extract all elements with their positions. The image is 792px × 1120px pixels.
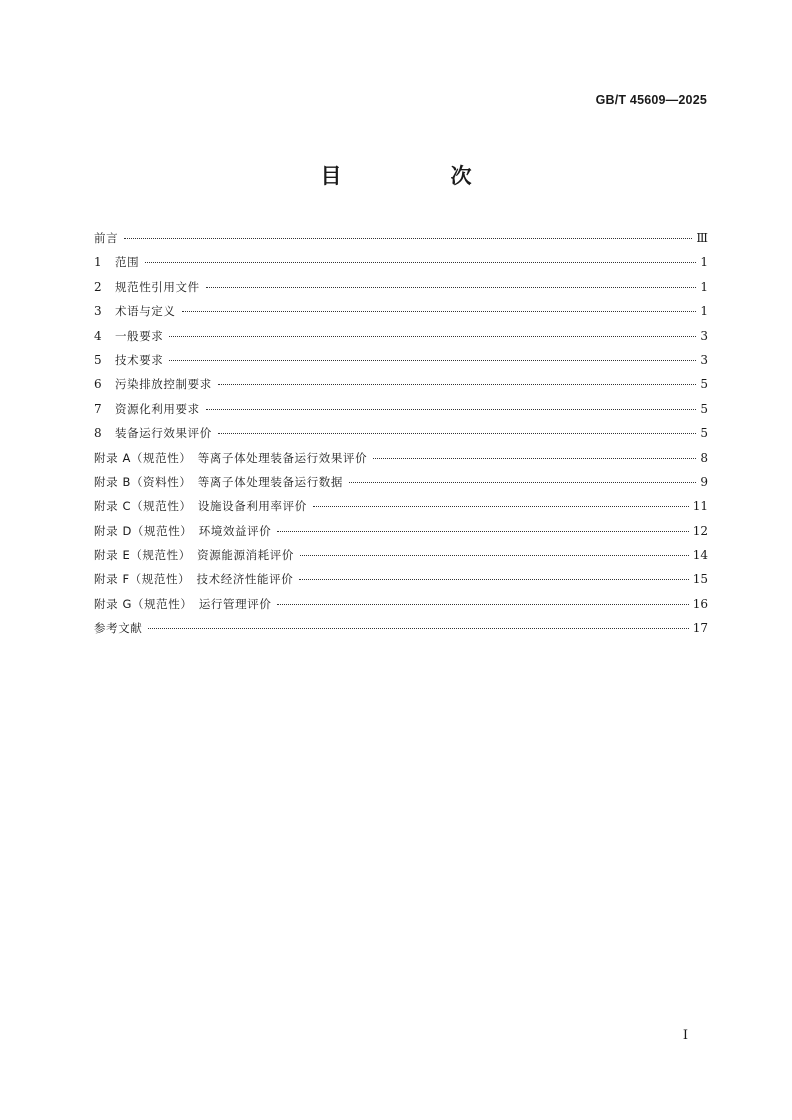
toc-entry-page: 17 (692, 621, 708, 636)
dot-leader (373, 458, 696, 459)
toc-entry-number: 1 (94, 255, 102, 270)
toc-entry-page: 3 (700, 328, 708, 343)
toc-entry-label: 装备运行效果评价 (115, 426, 212, 441)
toc-entry-label: 规范性引用文件 (115, 279, 200, 294)
dot-leader (277, 531, 688, 532)
toc-entry-number: 7 (94, 401, 102, 416)
toc-entry-label: 附录 C（规范性） 设施设备利用率评价 (94, 499, 307, 514)
toc-entry-label: 参考文献 (94, 621, 143, 636)
toc-entry-page: 1 (700, 255, 708, 270)
dot-leader (299, 579, 688, 580)
toc-entry-page: 12 (692, 523, 708, 538)
toc-entry-label: 附录 B（资料性） 等离子体处理装备运行数据 (94, 474, 343, 489)
toc-entry-label: 术语与定义 (115, 304, 176, 319)
dot-leader (124, 238, 692, 239)
dot-leader (169, 360, 696, 361)
toc-entry-number: 8 (94, 426, 102, 441)
toc-entry[interactable] (94, 348, 708, 372)
footer-page-number: I (682, 1028, 688, 1043)
toc-entry-label: 一般要求 (115, 328, 164, 343)
toc-entry-label: 附录 A（规范性） 等离子体处理装备运行效果评价 (94, 450, 368, 465)
toc-entry-page: 8 (700, 450, 708, 465)
toc-entry[interactable] (94, 324, 708, 348)
toc-entry-number: 3 (94, 304, 102, 319)
dot-leader (349, 482, 696, 483)
toc-entry-page: 14 (692, 548, 708, 563)
toc-entry-page: 11 (692, 499, 708, 514)
toc-entry-label: 污染排放控制要求 (115, 377, 212, 392)
dot-leader (277, 604, 688, 605)
toc-entry-label: 附录 F（规范性） 技术经济性能评价 (94, 572, 294, 587)
dot-leader (148, 628, 688, 629)
toc-entry[interactable] (94, 592, 708, 616)
toc-entry[interactable] (94, 616, 708, 640)
toc-entry-label: 技术要求 (115, 352, 164, 367)
toc-entry-page: 9 (700, 474, 708, 489)
toc-entry-page: 15 (692, 572, 708, 587)
toc-entry-page: 5 (700, 401, 708, 416)
toc-entry-page: 5 (700, 377, 708, 392)
toc-entry-page: 1 (700, 304, 708, 319)
table-of-contents (94, 226, 708, 641)
toc-entry[interactable] (94, 446, 708, 470)
toc-entry[interactable] (94, 567, 708, 591)
toc-entry-page: 3 (700, 352, 708, 367)
toc-entry[interactable] (94, 543, 708, 567)
toc-entry[interactable] (94, 226, 708, 250)
standard-code: GB/T 45609—2025 (595, 93, 707, 107)
dot-leader (145, 262, 696, 263)
toc-entry-page: 1 (700, 279, 708, 294)
toc-entry-page: Ⅲ (696, 231, 708, 245)
toc-entry-label: 前言 (94, 231, 119, 245)
toc-entry-label: 附录 D（规范性） 环境效益评价 (94, 523, 272, 538)
toc-entry[interactable] (94, 421, 708, 445)
page-title: 目 次 (320, 164, 516, 188)
dot-leader (218, 384, 696, 385)
toc-entry[interactable] (94, 397, 708, 421)
toc-entry-page: 5 (700, 426, 708, 441)
toc-entry[interactable] (94, 494, 708, 518)
dot-leader (206, 409, 696, 410)
toc-entry-number: 2 (94, 279, 102, 294)
dot-leader (206, 287, 696, 288)
toc-entry-number: 6 (94, 377, 102, 392)
toc-entry-number: 5 (94, 352, 102, 367)
toc-entry-number: 4 (94, 328, 102, 343)
dot-leader (313, 506, 689, 507)
dot-leader (182, 311, 697, 312)
toc-entry[interactable] (94, 275, 708, 299)
dot-leader (169, 336, 696, 337)
dot-leader (218, 433, 696, 434)
toc-entry-label: 资源化利用要求 (115, 401, 200, 416)
toc-entry[interactable] (94, 250, 708, 274)
toc-entry[interactable] (94, 519, 708, 543)
toc-entry[interactable] (94, 299, 708, 323)
toc-entry-label: 范围 (115, 255, 140, 270)
toc-entry-page: 16 (692, 596, 708, 611)
dot-leader (300, 555, 689, 556)
toc-entry[interactable] (94, 372, 708, 396)
toc-entry-label: 附录 G（规范性） 运行管理评价 (94, 596, 272, 611)
toc-entry[interactable] (94, 470, 708, 494)
toc-entry-label: 附录 E（规范性） 资源能源消耗评价 (94, 548, 294, 563)
